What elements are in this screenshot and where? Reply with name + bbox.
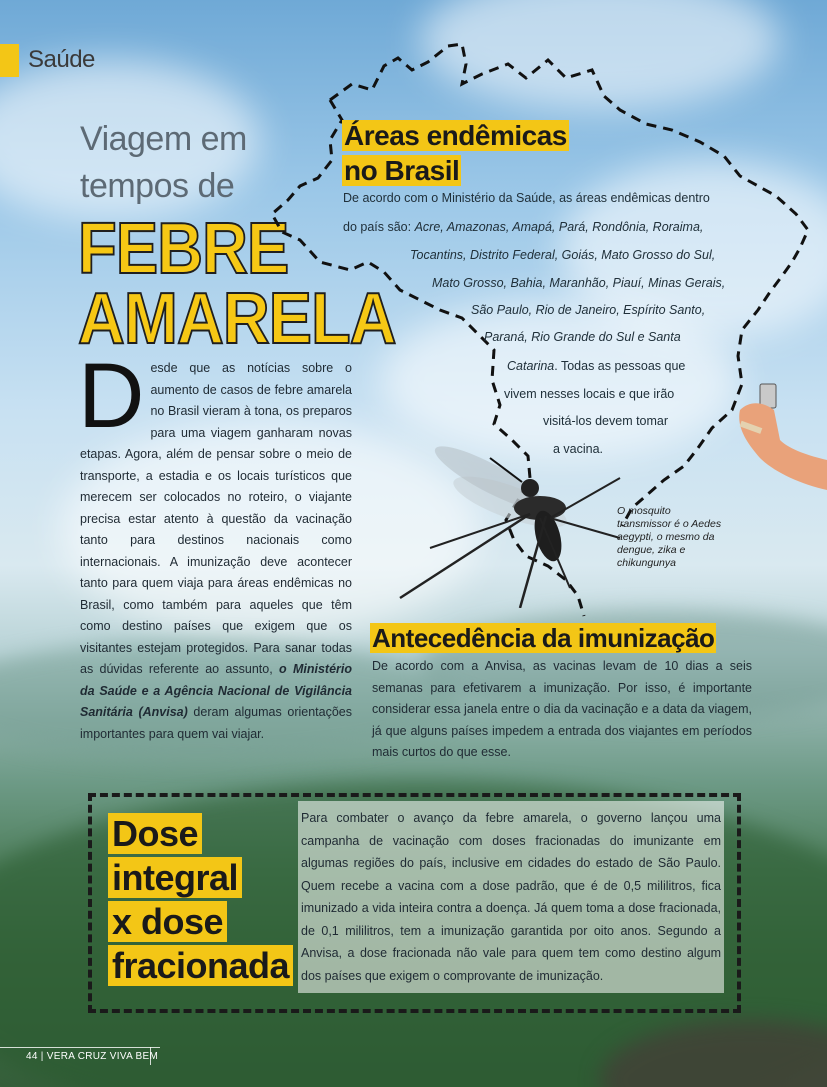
footer-rule: [0, 1047, 160, 1048]
antecedencia-heading: Antecedência da imunização: [372, 623, 715, 653]
dose-heading-line-4: fracionada: [108, 945, 293, 986]
dose-heading-line-3: x dose: [108, 901, 227, 942]
kicker-line-2: tempos de: [80, 167, 235, 205]
dose-heading-line-2: integral: [108, 857, 242, 898]
areas-heading-line-2: no Brasil: [344, 155, 460, 186]
areas-heading: [342, 118, 569, 188]
kicker-line-1: Viagem em: [80, 120, 247, 158]
hand-phone-photo: [730, 380, 827, 490]
section-label: Saúde: [28, 46, 95, 73]
areas-line: vivem nesses locais e que irão: [504, 387, 675, 401]
dose-heading: [108, 812, 293, 988]
areas-line: Tocantins, Distrito Federal, Goiás, Mato Grosso do Sul,: [410, 248, 716, 262]
page-footer: 44 | VERA CRUZ VIVA BEM: [26, 1051, 159, 1062]
areas-line: Mato Grosso, Bahia, Maranhão, Piauí, Minas Gerais,: [432, 276, 726, 290]
areas-line: visitá-los devem tomar: [543, 414, 669, 428]
title-line-1: FEBRE: [78, 209, 289, 289]
areas-line: Catarina. Todas as pessoas que: [507, 359, 686, 373]
dose-heading-line-1: Dose: [108, 813, 202, 854]
antecedencia-text: De acordo com a Anvisa, as vacinas levam de 10 dias a seis semanas para efetivarem a imunização. Por isso, é importante considerar essa janela entre o dia da vacinação e a data da viagem, já que alguns países impedem a entrada dos viajantes em períodos mais curtos do que esse.: [372, 659, 752, 759]
dose-text: Para combater o avanço da febre amarela, o governo lançou uma campanha de vacinação com doses fracionadas do imunizante em algumas regiões do país, inclusive em cidades do estado de São Paulo. Quem recebe a vacina com a dose padrão, que é de 0,5 mililitros, fica imunizado a vida inteira contra a doença. Já quem toma a dose fracionada, de 0,1 mililitros, tem a imunização garantida por oito anos. Segundo a Anvisa, a dose fracionada não vale para quem tem como destino algum dos países que exigem o comprovante de imunização.: [298, 801, 724, 993]
areas-line: São Paulo, Rio de Janeiro, Espírito Santo,: [471, 303, 706, 317]
areas-line: De acordo com o Ministério da Saúde, as áreas endêmicas dentro: [343, 191, 710, 205]
areas-line: do país são: Acre, Amazonas, Amapá, Pará, Rondônia, Roraima,: [343, 220, 704, 234]
intro-text: esde que as notícias sobre o aumento de casos de febre amarela no Brasil vieram à tona, os preparos para uma viagem ganharam novas etapas. Agora, além de pensar sobre o meio de transporte, a estadia e os locais turísticos que merecem ser colocados no roteiro, o viajante precisa estar atento à questão da vacinação tanto para destinos nacionais como internacionais. A imunização deve acontecer tanto para quem viaja para áreas endêmicas no Brasil, como também para aqueles que têm como destino países que exigem que os visitantes estejam protegidos. Para sanar todas as dúvidas referente ao assunto,: [80, 361, 352, 676]
intro-text-end: deram algumas orientações importantes para quem vai viajar.: [80, 705, 353, 741]
title-line-2: AMARELA: [78, 279, 396, 359]
areas-line: Paraná, Rio Grande do Sul e Santa: [484, 330, 681, 344]
areas-line: a vacina.: [553, 442, 604, 456]
areas-heading-line-1: Áreas endêmicas: [344, 120, 567, 151]
mosquito-illustration: [370, 418, 630, 608]
intro-emphasis: o Ministério da Saúde e a Agência Nacional de Vigilância Sanitária (Anvisa): [80, 662, 352, 719]
drop-cap: D: [78, 345, 145, 447]
mosquito-caption: O mosquito transmissor é o Aedes aegypti, o mesmo da dengue, zika e chikungunya: [617, 505, 722, 569]
